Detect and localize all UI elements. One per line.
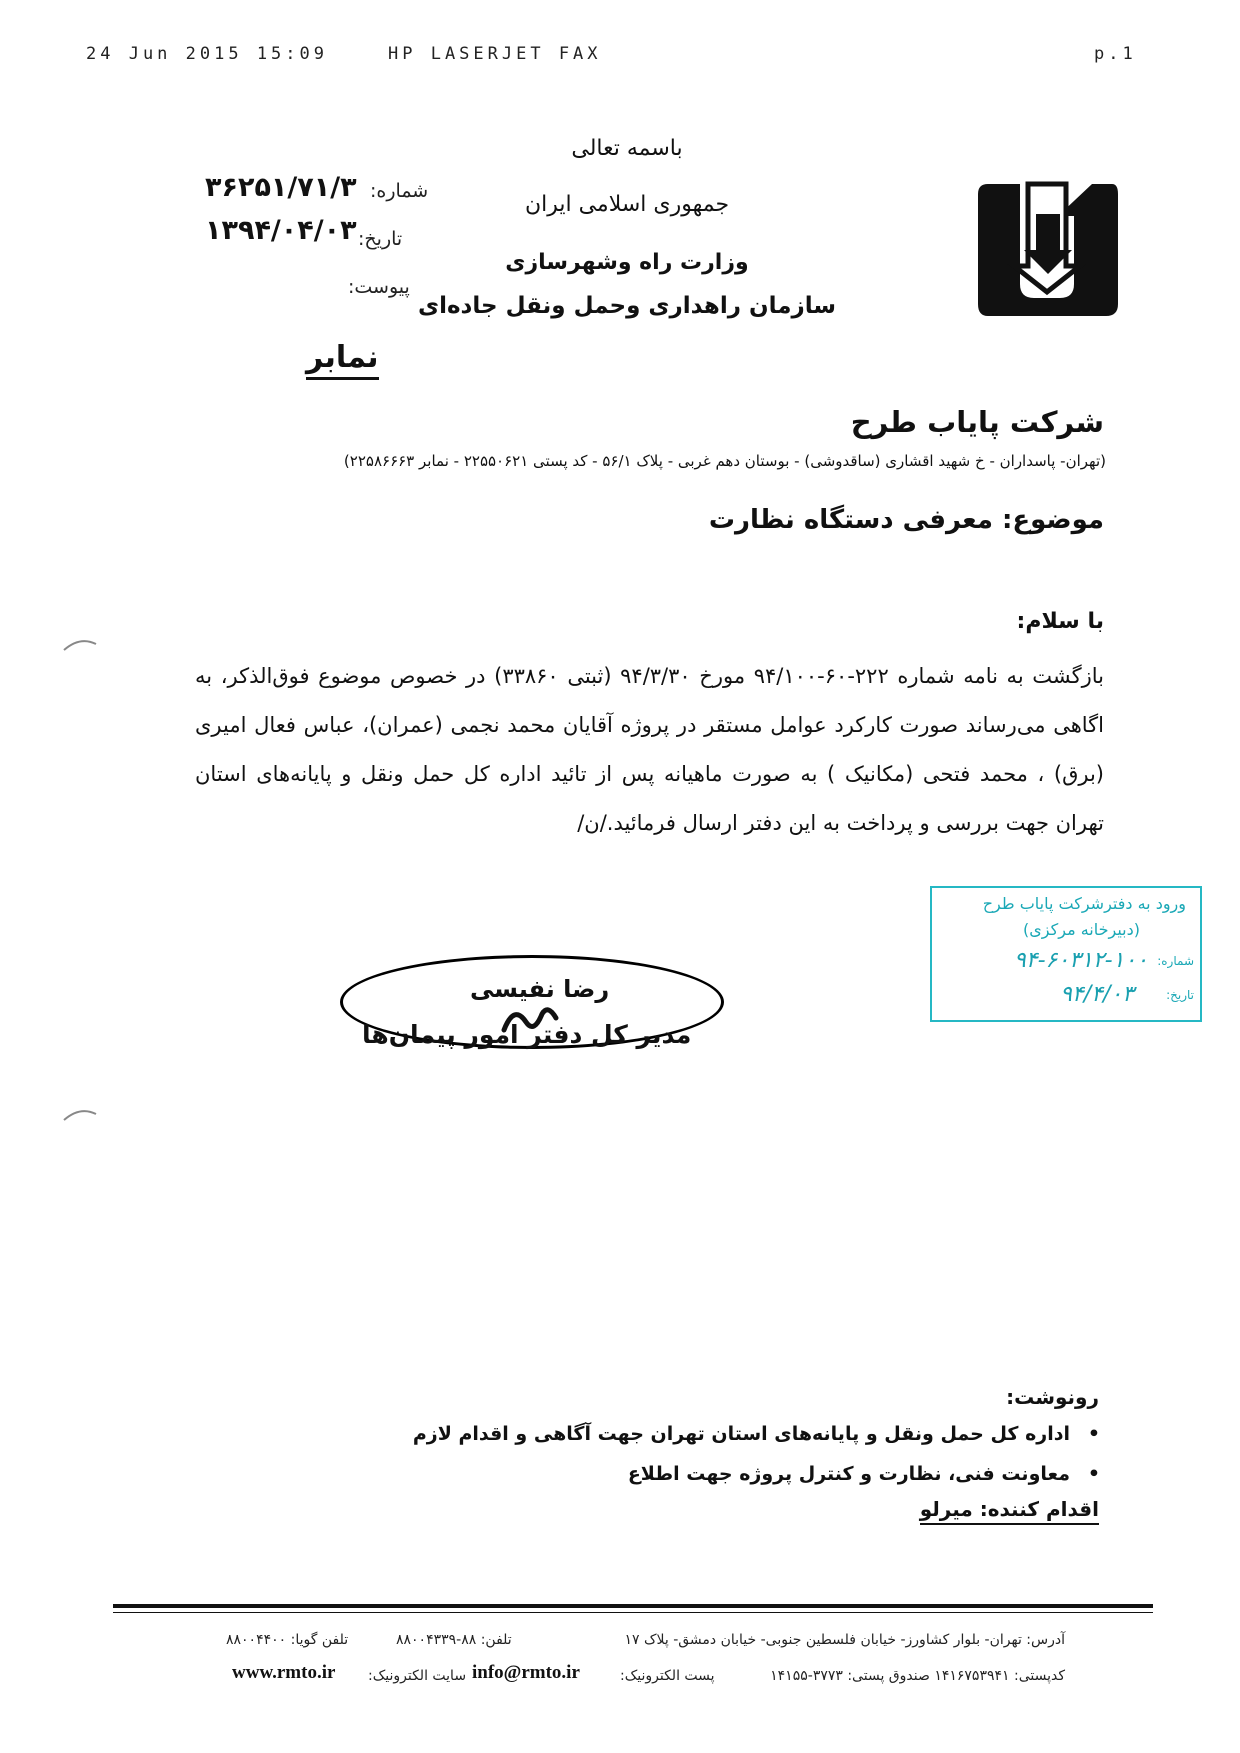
bullet-icon: • (1087, 1463, 1100, 1485)
greeting: با سلام: (1016, 609, 1104, 634)
ministry-name: وزارت راه وشهرسازی (505, 250, 749, 275)
cc-item: •اداره کل حمل ونقل و پایانه‌های استان تهران جهت آگاهی و اقدام لازم (412, 1423, 1100, 1445)
letter-date: ۱۳۹۴/۰۴/۰۳ (205, 215, 357, 246)
author: اقدام کننده: میرلو (920, 1497, 1099, 1525)
cc-list (280, 1423, 1100, 1503)
signature-scribble-icon (500, 1000, 560, 1040)
recipient-address: (تهران- پاسداران - خ شهید اقشاری (ساقدوشی) - بوستان دهم غربی - پلاک ۵۶/۱ - کد پستی ۲۲۵۵۰۶۲۱ - نمابر ۲۲۵۸۶۶۶۳) (343, 452, 1106, 470)
number-label: شماره: (370, 180, 429, 202)
invocation: باسمه تعالی (571, 136, 683, 161)
document-type: نمابر (306, 340, 379, 380)
footer-website-label: سایت الکترونیک: (368, 1668, 467, 1684)
footer-postal: کدپستی: ۱۴۱۶۷۵۳۹۴۱ صندوق پستی: ۳۷۷۳-۱۴۱۵۵ (770, 1668, 1065, 1684)
organization-logo-icon (972, 180, 1122, 320)
bullet-icon: • (1087, 1423, 1100, 1445)
cc-item: •معاونت فنی، نظارت و کنترل پروژه جهت اطلاع (627, 1463, 1100, 1485)
organization-name: سازمان راهداری وحمل ونقل جاده‌ای (418, 293, 836, 319)
signer-name: رضا نفیسی (470, 975, 610, 1003)
stamp-date: ۹۴/۴/۰۳ (1060, 982, 1134, 1007)
country-name: جمهوری اسلامی ایران (524, 192, 730, 217)
stamp-number-label: شماره: (1157, 954, 1194, 968)
footer-website[interactable]: www.rmto.ir (232, 1662, 336, 1683)
stamp-line1: ورود به دفترشرکت پایاب طرح (982, 894, 1186, 913)
footer-rule-thin (113, 1612, 1153, 1613)
punch-mark-icon (62, 636, 98, 656)
receipt-stamp (930, 886, 1202, 1022)
footer-rule (113, 1604, 1153, 1608)
subject-line: موضوع: معرفی دستگاه نظارت (708, 505, 1104, 535)
fax-device: HP LASERJET FAX (388, 44, 602, 64)
recipient-name: شرکت پایاب طرح (850, 405, 1104, 439)
footer-phone: تلفن: ۸۸-۸۸۰۰۴۳۳۹ (396, 1632, 512, 1648)
footer-address: آدرس: تهران- بلوار کشاورز- خیابان فلسطین جنوبی- خیابان دمشق- پلاک ۱۷ (624, 1632, 1065, 1648)
letter-number: ۳۶۲۵۱/۷۱/۳ (205, 172, 357, 203)
fax-datetime: 24 Jun 2015 15:09 (86, 44, 328, 64)
stamp-line2: (دبیرخانه مرکزی) (1023, 920, 1140, 939)
signer-title: مدیر کل دفتر امور پیمان‌ها (362, 1020, 692, 1049)
cc-title: رونوشت: (1006, 1385, 1099, 1409)
letter-body: بازگشت به نامه شماره ۲۲۲-۶۰-۹۴/۱۰۰ مورخ ۹۴/۳/۳۰ (ثبتی ۳۳۸۶۰) در خصوص موضوع فوق‌الذکر، به اگاهی می‌رساند صورت کارکرد عوامل مستقر در پروژه آقایان محمد نجمی (عمران)، عباس فعال امیری (برق) ، محمد فتحی (مکانیک ) به صورت ماهیانه پس از تائید اداره کل حمل ونقل و پایانه‌های استان تهران جهت بررسی و پرداخت به این دفتر ارسال فرمائید./ن/ (195, 664, 1104, 835)
date-label: تاریخ: (358, 228, 403, 250)
footer-email[interactable]: info@rmto.ir (472, 1662, 580, 1683)
footer-email-label: پست الکترونیک: (620, 1668, 715, 1684)
footer-phone-auto: تلفن گویا: ۸۸۰۰۴۴۰۰ (226, 1632, 349, 1648)
attachment-label: پیوست: (348, 276, 410, 298)
fax-page-number: p.1 (1094, 44, 1137, 64)
stamp-date-label: تاریخ: (1166, 988, 1194, 1002)
stamp-number: ۹۴-۶۰۳۱۲-۱۰۰ (1013, 948, 1148, 973)
punch-mark-icon (62, 1106, 98, 1126)
